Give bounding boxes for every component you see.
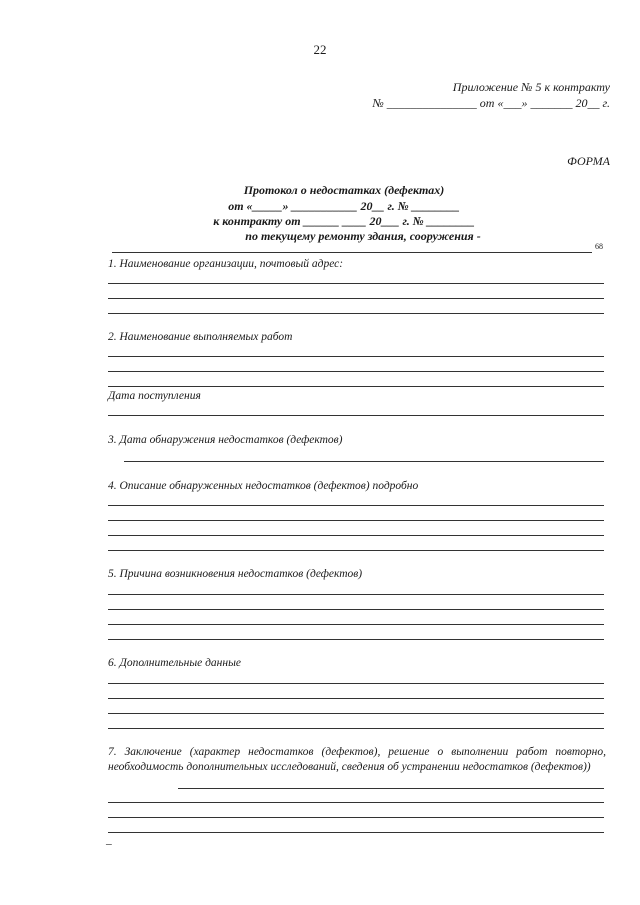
repair-subject-line: по текущему ремонту здания, сооружения - — [245, 229, 481, 243]
section-6-field-1[interactable] — [108, 683, 604, 684]
section-2-label: 2. Наименование выполняемых работ — [108, 331, 293, 343]
footer-dash: – — [106, 838, 112, 850]
section-4-label: 4. Описание обнаруженных недостатков (дефектов) подробно — [108, 480, 419, 492]
section-5-field-1[interactable] — [108, 594, 604, 595]
section-1-field-3[interactable] — [108, 313, 604, 314]
section-7-field-1[interactable] — [108, 802, 604, 803]
section-7-field-0[interactable] — [178, 788, 604, 789]
section-1-field-2[interactable] — [108, 298, 604, 299]
section-6-label: 6. Дополнительные данные — [108, 657, 241, 669]
section-1-field-1[interactable] — [108, 283, 604, 284]
appendix-line-2: № _______________ от «___» _______ 20__ г. — [372, 96, 610, 110]
section-7-field-3[interactable] — [108, 832, 604, 833]
section-7-label: 7. Заключение (характер недостатков (дефектов), решение о выполнении работ повторно, необходимость дополнительных исследований, сведения об устранении недостатков (дефектов)) — [108, 746, 606, 773]
section-1-label: 1. Наименование организации, почтовый адрес: — [108, 258, 344, 270]
section-5-field-3[interactable] — [108, 624, 604, 625]
section-4-field-1[interactable] — [108, 505, 604, 506]
section-4-field-4[interactable] — [108, 550, 604, 551]
section-4-field-3[interactable] — [108, 535, 604, 536]
receipt-date-field[interactable] — [108, 415, 604, 416]
page-number: 22 — [313, 42, 327, 57]
section-5-field-2[interactable] — [108, 609, 604, 610]
section-2-field-3[interactable] — [108, 386, 604, 387]
contract-ref-line: к контракту от ______ ____ 20___ г. № ________ — [213, 214, 475, 228]
section-5-label: 5. Причина возникновения недостатков (дефектов) — [108, 568, 363, 580]
section-2-field-2[interactable] — [108, 371, 604, 372]
appendix-line-1: Приложение № 5 к контракту — [452, 80, 610, 94]
receipt-date-label: Дата поступления — [108, 390, 201, 402]
section-6-field-3[interactable] — [108, 713, 604, 714]
section-3-field[interactable] — [124, 461, 604, 462]
margin-note: 68 — [595, 242, 603, 251]
protocol-title: Протокол о недостатках (дефектах) — [243, 183, 445, 197]
section-5-field-4[interactable] — [108, 639, 604, 640]
section-6-field-4[interactable] — [108, 728, 604, 729]
section-3-label: 3. Дата обнаружения недостатков (дефектов) — [108, 434, 343, 446]
section-2-field-1[interactable] — [108, 356, 604, 357]
title-underline — [112, 252, 592, 253]
protocol-date-line: от «_____» ___________ 20__ г. № ________ — [228, 199, 460, 213]
section-6-field-2[interactable] — [108, 698, 604, 699]
forma-label: ФОРМА — [567, 154, 610, 168]
section-7-field-2[interactable] — [108, 817, 604, 818]
section-4-field-2[interactable] — [108, 520, 604, 521]
